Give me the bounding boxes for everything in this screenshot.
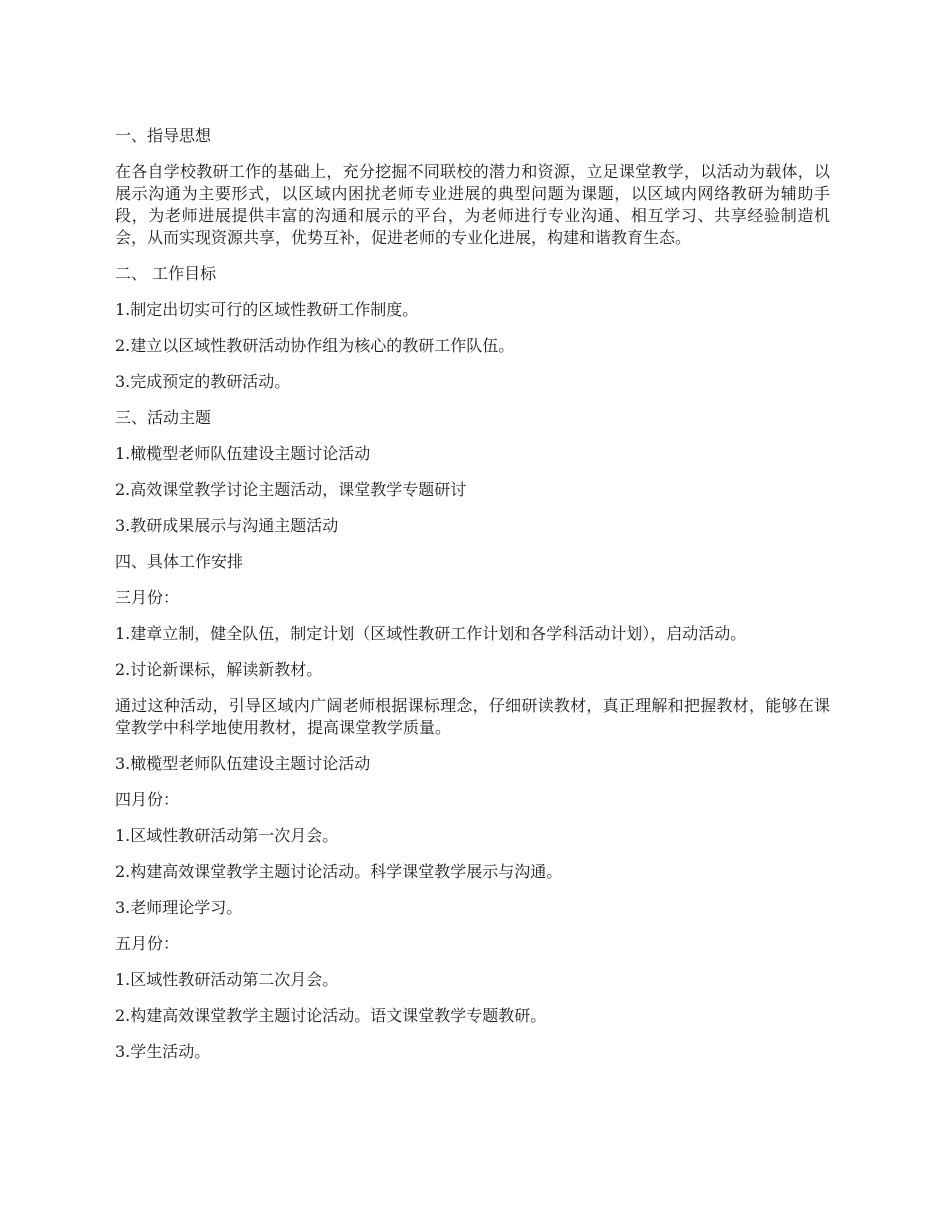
paragraph-guiding-ideology: 在各自学校教研工作的基础上，充分挖掘不同联校的潜力和资源，立足课堂教学，以活动为载体，以展示沟通为主要形式，以区域内困扰老师专业进展的典型问题为课题，以区域内网络教研为辅助手段，为老师进展提供丰富的沟通和展示的平台，为老师进行专业沟通、相互学习、共享经验制造机会，从而实现资源共享，优势互补，促进老师的专业化进展，构建和谐教育生态。	[115, 162, 830, 247]
may-item-1: 1.区域性教研活动第二次月会。	[115, 970, 339, 989]
may-item-3: 3.学生活动。	[115, 1042, 211, 1061]
april-item-2: 2.构建高效课堂教学主题讨论活动。科学课堂教学展示与沟通。	[115, 862, 563, 881]
month-heading-april: 四月份：	[115, 790, 180, 809]
goal-item-1: 1.制定出切实可行的区域性教研工作制度。	[115, 300, 419, 319]
theme-item-2: 2.高效课堂教学讨论主题活动，课堂教学专题研讨	[115, 480, 467, 499]
theme-item-1: 1.橄榄型老师队伍建设主题讨论活动	[115, 444, 371, 463]
march-item-2-detail: 通过这种活动，引导区域内广阔老师根据课标理念，仔细研读教材，真正理解和把握教材，能够在课堂教学中科学地使用教材，提高课堂教学质量。	[115, 696, 830, 737]
april-item-3: 3.老师理论学习。	[115, 898, 243, 917]
document-body	[115, 125, 830, 1077]
march-item-3: 3.橄榄型老师队伍建设主题讨论活动	[115, 754, 371, 773]
month-heading-may: 五月份：	[115, 934, 180, 953]
section-heading-work-goals: 二、 工作目标	[115, 264, 217, 283]
march-item-2: 2.讨论新课标，解读新教材。	[115, 660, 323, 679]
section-heading-work-schedule: 四、具体工作安排	[115, 552, 244, 571]
theme-item-3: 3.教研成果展示与沟通主题活动	[115, 516, 339, 535]
may-item-2: 2.构建高效课堂教学主题讨论活动。语文课堂教学专题教研。	[115, 1006, 547, 1025]
section-heading-activity-themes: 三、活动主题	[115, 408, 212, 427]
march-item-1: 1.建章立制，健全队伍，制定计划（区域性教研工作计划和各学科活动计划），启动活动。	[115, 624, 747, 643]
section-heading-guiding-ideology: 一、指导思想	[115, 126, 212, 145]
goal-item-3: 3.完成预定的教研活动。	[115, 372, 291, 391]
month-heading-march: 三月份：	[115, 588, 180, 607]
goal-item-2: 2.建立以区域性教研活动协作组为核心的教研工作队伍。	[115, 336, 515, 355]
april-item-1: 1.区域性教研活动第一次月会。	[115, 826, 339, 845]
